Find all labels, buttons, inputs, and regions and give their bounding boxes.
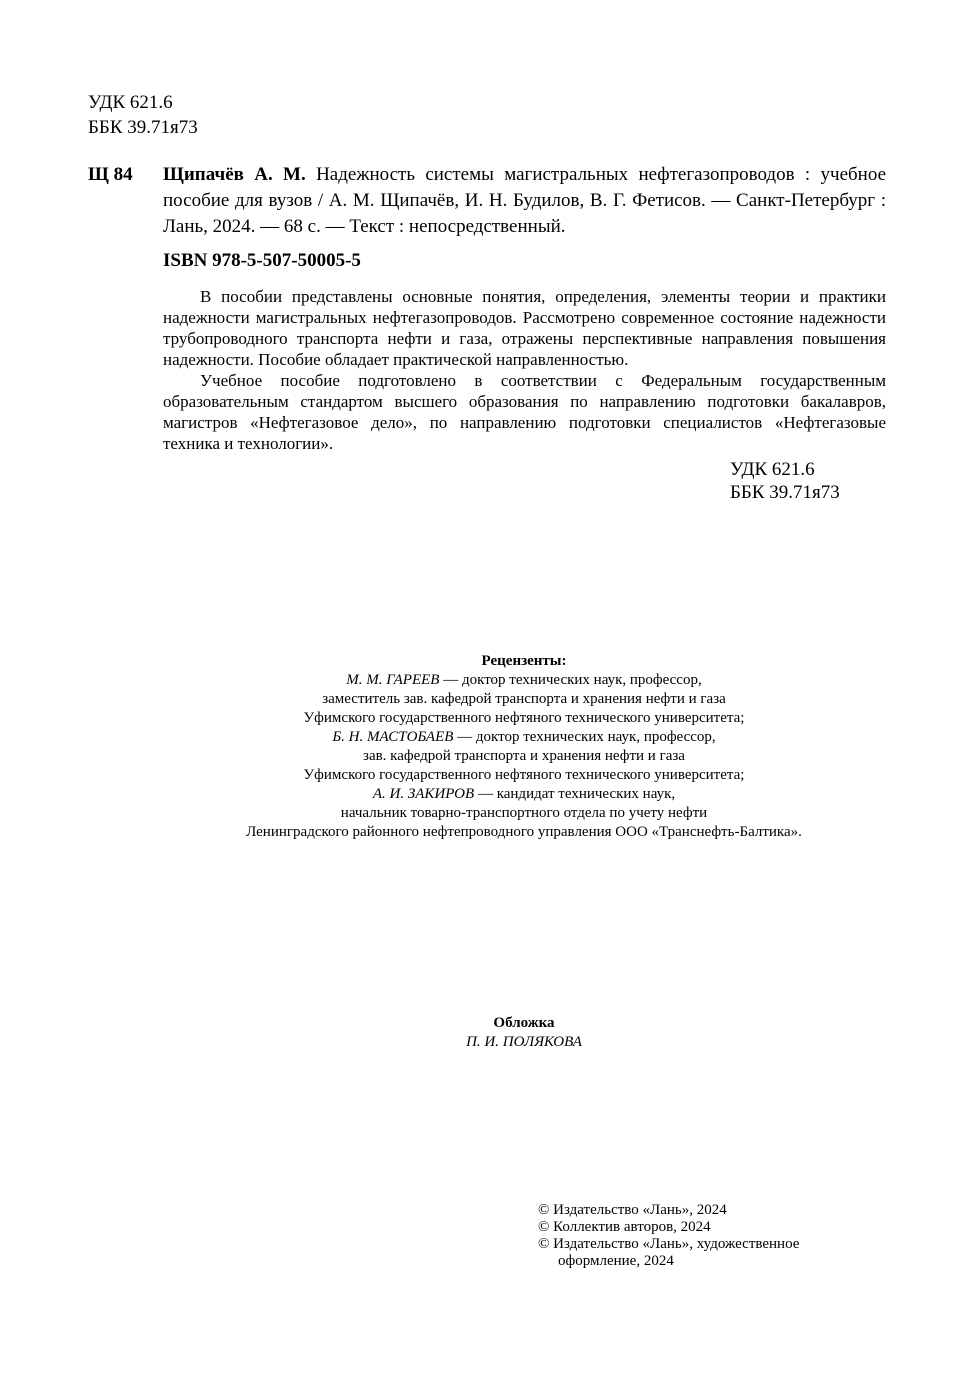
- cover-designer: П. И. ПОЛЯКОВА: [466, 1034, 582, 1050]
- reviewer-1-name: М. М. ГАРЕЕВ: [346, 672, 440, 688]
- author-name: Щипачёв А. М.: [163, 164, 306, 185]
- reviewer-2-position: зав. кафедрой транспорта и хранения нефти и газа: [363, 748, 685, 764]
- reviewer-3: [150, 785, 898, 804]
- reviewer-1-position: заместитель зав. кафедрой транспорта и хранения нефти и газа: [322, 691, 726, 707]
- reviewer-3-affiliation: Ленинградского районного нефтепроводного управления ООО «Транснефть-Балтика».: [246, 824, 802, 840]
- copyright-line-4: оформление, 2024: [558, 1253, 674, 1269]
- bbk-code-right: ББК 39.71я73: [730, 482, 840, 503]
- udk-block-top: [88, 90, 198, 140]
- udk-code-right: УДК 621.6: [730, 459, 815, 480]
- reviewer-1-affiliation: Уфимского государственного нефтяного технического университета;: [303, 710, 745, 726]
- bibliographic-record: [163, 162, 886, 240]
- bbk-code: ББК 39.71я73: [88, 117, 198, 138]
- reviewer-2-name: Б. Н. МАСТОБАЕВ: [332, 729, 454, 745]
- copyright-line-3: © Издательство «Лань», художественное: [538, 1236, 800, 1252]
- copyright-line-1: © Издательство «Лань», 2024: [538, 1202, 727, 1218]
- udk-block-right: [730, 458, 876, 504]
- bibliographic-description: Надежность системы магистральных нефтегазопроводов : учебное пособие для вузов / А. М. Щипачёв, И. Н. Будилов, В. Г. Фетисов. — Санкт-Петербург : Лань, 2024. — 68 с. — Текст : непосредственный.: [163, 164, 887, 237]
- abstract: [163, 286, 886, 454]
- reviewer-1: [150, 671, 898, 690]
- copyright-line-2: © Коллектив авторов, 2024: [538, 1219, 711, 1235]
- cover-credit: [150, 1014, 898, 1052]
- reviewer-1-title: — доктор технических наук, профессор,: [439, 672, 702, 688]
- abstract-paragraph-1: В пособии представлены основные понятия, определения, элементы теории и практики надежности магистральных нефтегазопроводов. Рассмотрено современное состояние надежности трубопроводного транспорта нефти и газа, отражены перспективные направления повышения надежности. Пособие обладает практической направленностью.: [163, 287, 886, 369]
- reviewers-heading: Рецензенты:: [481, 653, 567, 669]
- author-cipher: Щ 84: [88, 164, 133, 185]
- reviewer-2-affiliation: Уфимского государственного нефтяного технического университета;: [303, 767, 745, 783]
- reviewer-3-name: А. И. ЗАКИРОВ: [372, 786, 475, 802]
- udk-code: УДК 621.6: [88, 92, 173, 113]
- reviewer-3-title: — кандидат технических наук,: [474, 786, 676, 802]
- reviewer-3-position: начальник товарно-транспортного отдела по учету нефти: [340, 805, 708, 821]
- reviewer-2: [150, 728, 898, 747]
- reviewers-section: [150, 652, 898, 842]
- isbn: ISBN 978-5-507-50005-5: [163, 250, 361, 271]
- copyright-block: [538, 1202, 858, 1270]
- cover-heading: Обложка: [493, 1015, 555, 1031]
- reviewer-2-title: — доктор технических наук, профессор,: [453, 729, 716, 745]
- abstract-paragraph-2: Учебное пособие подготовлено в соответствии с Федеральным государственным образовательным стандартом высшего образования по направлению подготовки бакалавров, магистров «Нефтегазовое дело», по направлению подготовки специалистов «Нефтегазовые техника и технологии».: [163, 371, 886, 453]
